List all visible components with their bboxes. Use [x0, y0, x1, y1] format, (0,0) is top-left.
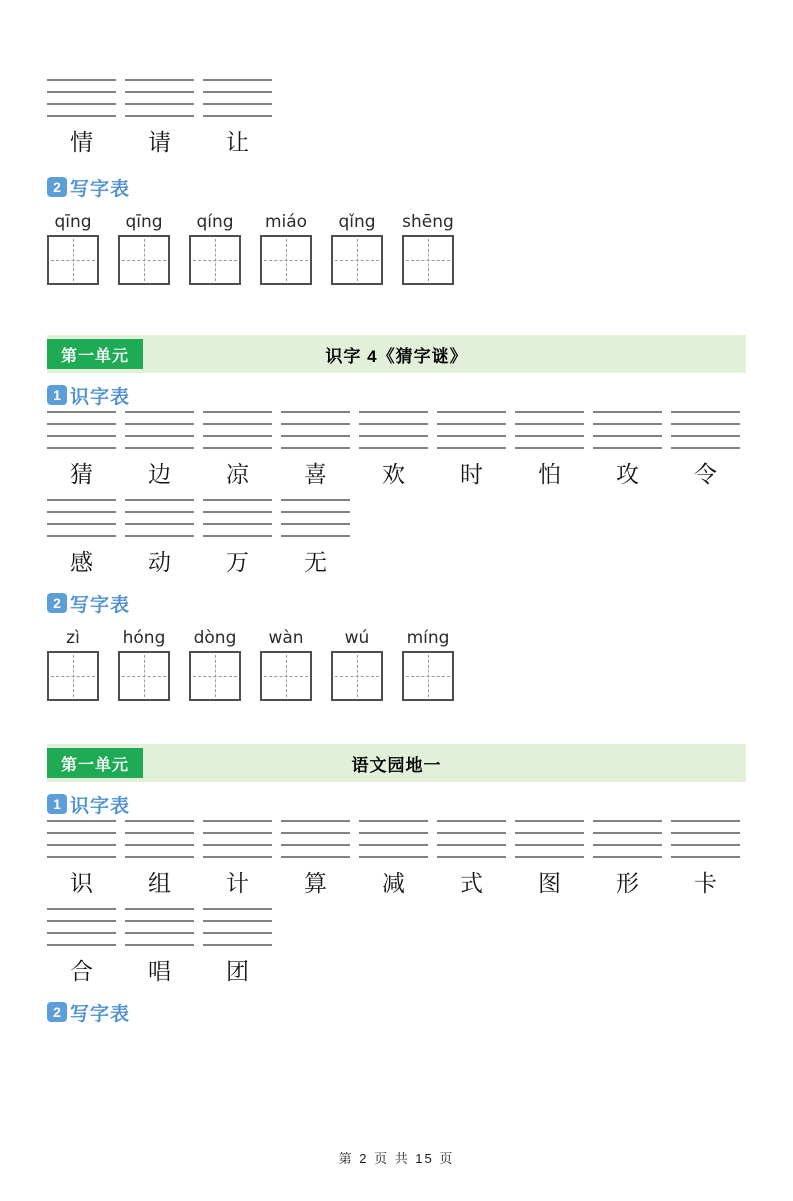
pinyin-label: qīng: [125, 212, 163, 232]
grid-line: [125, 79, 194, 81]
tianzige-vertical-dashed-line: [144, 239, 145, 281]
section-label-text: 识字表: [70, 795, 131, 817]
four-line-grid: [593, 411, 662, 449]
grid-line: [281, 820, 350, 822]
grid-line: [515, 832, 584, 834]
tianzige-box: [118, 235, 170, 285]
grid-line: [281, 844, 350, 846]
lesson-title: 语文园地一: [351, 755, 442, 775]
tianzige-vertical-dashed-line: [428, 655, 429, 697]
grid-line: [203, 535, 272, 537]
character-label: 情: [70, 130, 93, 156]
grid-line: [125, 856, 194, 858]
four-line-grid: [125, 411, 194, 449]
char-practice-row: [47, 820, 746, 902]
grid-line: [203, 920, 272, 922]
char-practice-cell: [281, 820, 350, 902]
section-label-text: 写字表: [70, 178, 131, 200]
character-label: 攻: [616, 462, 639, 488]
grid-line: [47, 411, 116, 413]
character-label: 动: [148, 550, 171, 576]
grid-line: [515, 435, 584, 437]
grid-line: [125, 844, 194, 846]
grid-line: [359, 447, 428, 449]
pinyin-practice-cell: [189, 627, 241, 701]
grid-line: [593, 844, 662, 846]
grid-line: [437, 435, 506, 437]
four-line-grid: [47, 411, 116, 449]
grid-line: [281, 411, 350, 413]
character-label: 卡: [694, 871, 717, 897]
grid-line: [359, 411, 428, 413]
tianzige-box: [189, 235, 241, 285]
grid-line: [437, 423, 506, 425]
grid-line: [671, 832, 740, 834]
tianzige-vertical-dashed-line: [286, 655, 287, 697]
pinyin-label: qǐng: [338, 212, 376, 232]
grid-line: [437, 820, 506, 822]
char-practice-cell: [47, 908, 116, 990]
grid-line: [281, 435, 350, 437]
four-line-grid: [47, 820, 116, 858]
character-label: 让: [226, 130, 249, 156]
four-line-grid: [437, 820, 506, 858]
grid-line: [203, 423, 272, 425]
char-practice-cell: [671, 411, 740, 493]
tianzige-vertical-dashed-line: [144, 655, 145, 697]
grid-line: [593, 435, 662, 437]
character-label: 无: [304, 550, 327, 576]
lesson-title: 识字 4《猜字谜》: [325, 346, 468, 366]
char-practice-cell: [203, 411, 272, 493]
grid-line: [671, 411, 740, 413]
grid-line: [47, 944, 116, 946]
number-badge: 1: [47, 794, 67, 814]
tianzige-box: [260, 651, 312, 701]
grid-line: [515, 423, 584, 425]
character-label: 计: [226, 871, 249, 897]
tianzige-box: [189, 651, 241, 701]
char-practice-cell: [437, 411, 506, 493]
character-label: 形: [616, 871, 639, 897]
grid-line: [671, 423, 740, 425]
recognition-table-label: [47, 792, 746, 816]
grid-line: [593, 411, 662, 413]
pinyin-label: dòng: [193, 628, 237, 648]
grid-line: [203, 511, 272, 513]
grid-line: [125, 832, 194, 834]
char-practice-cell: [671, 820, 740, 902]
four-line-grid: [437, 411, 506, 449]
grid-line: [125, 820, 194, 822]
pinyin-label: zì: [66, 628, 80, 648]
tianzige-vertical-dashed-line: [428, 239, 429, 281]
pinyin-practice-cell: [331, 627, 383, 701]
writing-table-label: [47, 591, 746, 615]
char-practice-row: [47, 79, 746, 161]
char-practice-cell: [125, 499, 194, 581]
pinyin-practice-cell: [331, 211, 383, 285]
grid-line: [125, 920, 194, 922]
pinyin-practice-cell: [47, 627, 99, 701]
character-label: 欢: [382, 462, 405, 488]
tianzige-box: [118, 651, 170, 701]
grid-line: [437, 447, 506, 449]
pinyin-label: qíng: [196, 212, 234, 232]
grid-line: [671, 844, 740, 846]
recognition-table-label: [47, 383, 746, 407]
grid-line: [515, 844, 584, 846]
char-practice-cell: [203, 908, 272, 990]
section-label-text: 写字表: [70, 1003, 131, 1025]
character-label: 请: [148, 130, 171, 156]
four-line-grid: [671, 411, 740, 449]
grid-line: [281, 523, 350, 525]
grid-line: [47, 932, 116, 934]
grid-line: [281, 447, 350, 449]
grid-line: [125, 91, 194, 93]
grid-line: [125, 411, 194, 413]
section-label-text: 写字表: [70, 594, 131, 616]
tianzige-vertical-dashed-line: [357, 239, 358, 281]
tianzige-vertical-dashed-line: [215, 655, 216, 697]
grid-line: [359, 832, 428, 834]
grid-line: [125, 435, 194, 437]
grid-line: [47, 908, 116, 910]
tianzige-box: [47, 651, 99, 701]
pinyin-practice-cell: [260, 627, 312, 701]
four-line-grid: [125, 499, 194, 537]
grid-line: [281, 499, 350, 501]
grid-line: [47, 447, 116, 449]
pinyin-label: shēng: [402, 212, 454, 232]
tianzige-box: [402, 651, 454, 701]
four-line-grid: [47, 79, 116, 117]
grid-line: [515, 447, 584, 449]
grid-line: [671, 447, 740, 449]
character-label: 边: [148, 462, 171, 488]
character-label: 令: [694, 462, 717, 488]
grid-line: [125, 499, 194, 501]
grid-line: [281, 832, 350, 834]
grid-line: [203, 103, 272, 105]
grid-line: [437, 411, 506, 413]
grid-line: [125, 932, 194, 934]
tianzige-box: [331, 235, 383, 285]
grid-line: [593, 832, 662, 834]
char-practice-cell: [125, 908, 194, 990]
grid-line: [125, 511, 194, 513]
grid-line: [47, 435, 116, 437]
pinyin-practice-row: [47, 211, 746, 285]
grid-line: [203, 820, 272, 822]
grid-line: [47, 499, 116, 501]
character-label: 凉: [226, 462, 249, 488]
tianzige-box: [402, 235, 454, 285]
grid-line: [47, 79, 116, 81]
character-label: 团: [226, 959, 249, 985]
tianzige-vertical-dashed-line: [73, 655, 74, 697]
grid-line: [671, 435, 740, 437]
character-label: 组: [148, 871, 171, 897]
four-line-grid: [593, 820, 662, 858]
four-line-grid: [203, 908, 272, 946]
grid-line: [47, 856, 116, 858]
number-badge: 2: [47, 593, 67, 613]
grid-line: [47, 523, 116, 525]
four-line-grid: [203, 499, 272, 537]
char-practice-cell: [437, 820, 506, 902]
grid-line: [125, 908, 194, 910]
pinyin-practice-cell: [402, 211, 454, 285]
writing-table-label: [47, 1000, 746, 1024]
char-practice-cell: [203, 820, 272, 902]
tianzige-box: [47, 235, 99, 285]
grid-line: [47, 820, 116, 822]
grid-line: [203, 944, 272, 946]
number-badge: 1: [47, 385, 67, 405]
four-line-grid: [515, 411, 584, 449]
grid-line: [203, 499, 272, 501]
grid-line: [47, 535, 116, 537]
pinyin-label: wú: [344, 628, 370, 648]
grid-line: [47, 920, 116, 922]
char-practice-cell: [47, 79, 116, 161]
grid-line: [671, 820, 740, 822]
grid-line: [203, 856, 272, 858]
grid-line: [203, 79, 272, 81]
char-practice-cell: [125, 820, 194, 902]
pinyin-label: míng: [406, 628, 450, 648]
character-label: 猜: [70, 462, 93, 488]
tianzige-box: [331, 651, 383, 701]
four-line-grid: [125, 908, 194, 946]
grid-line: [593, 423, 662, 425]
writing-table-label: [47, 175, 746, 199]
unit-badge: 第一单元: [47, 748, 143, 778]
grid-line: [359, 820, 428, 822]
grid-line: [47, 423, 116, 425]
character-label: 唱: [148, 959, 171, 985]
grid-line: [125, 103, 194, 105]
grid-line: [125, 535, 194, 537]
grid-line: [593, 447, 662, 449]
tianzige-box: [260, 235, 312, 285]
char-practice-cell: [203, 499, 272, 581]
tianzige-vertical-dashed-line: [286, 239, 287, 281]
grid-line: [515, 411, 584, 413]
grid-line: [281, 535, 350, 537]
char-practice-cell: [281, 499, 350, 581]
tianzige-vertical-dashed-line: [215, 239, 216, 281]
grid-line: [281, 856, 350, 858]
four-line-grid: [671, 820, 740, 858]
grid-line: [593, 856, 662, 858]
grid-line: [203, 523, 272, 525]
grid-line: [203, 435, 272, 437]
char-practice-row: [47, 411, 746, 493]
character-label: 减: [382, 871, 405, 897]
character-label: 万: [226, 550, 249, 576]
pinyin-practice-cell: [47, 211, 99, 285]
grid-line: [203, 932, 272, 934]
grid-line: [203, 844, 272, 846]
pinyin-label: hóng: [122, 628, 166, 648]
character-label: 时: [460, 462, 483, 488]
char-practice-cell: [515, 820, 584, 902]
tianzige-vertical-dashed-line: [73, 239, 74, 281]
char-practice-cell: [359, 820, 428, 902]
worksheet-page: [0, 79, 793, 1024]
character-label: 感: [70, 550, 93, 576]
grid-line: [203, 115, 272, 117]
char-practice-cell: [359, 411, 428, 493]
grid-line: [125, 523, 194, 525]
grid-line: [47, 844, 116, 846]
four-line-grid: [47, 499, 116, 537]
character-label: 式: [460, 871, 483, 897]
grid-line: [47, 832, 116, 834]
four-line-grid: [125, 820, 194, 858]
section-label-text: 识字表: [70, 386, 131, 408]
four-line-grid: [281, 499, 350, 537]
grid-line: [125, 447, 194, 449]
grid-line: [437, 856, 506, 858]
grid-line: [281, 511, 350, 513]
grid-line: [203, 411, 272, 413]
pinyin-label: miáo: [264, 212, 308, 232]
char-practice-cell: [203, 79, 272, 161]
grid-line: [593, 820, 662, 822]
char-practice-row: [47, 908, 746, 990]
grid-line: [515, 856, 584, 858]
char-practice-cell: [281, 411, 350, 493]
tianzige-vertical-dashed-line: [357, 655, 358, 697]
pinyin-label: qīng: [54, 212, 92, 232]
character-label: 识: [70, 871, 93, 897]
grid-line: [125, 115, 194, 117]
char-practice-row: [47, 499, 746, 581]
unit-banner: [47, 744, 746, 782]
grid-line: [437, 832, 506, 834]
number-badge: 2: [47, 177, 67, 197]
pinyin-practice-cell: [260, 211, 312, 285]
grid-line: [359, 844, 428, 846]
grid-line: [359, 423, 428, 425]
page-number-footer: 第 2 页 共 15 页: [338, 1151, 455, 1166]
grid-line: [437, 844, 506, 846]
grid-line: [203, 91, 272, 93]
number-badge: 2: [47, 1002, 67, 1022]
char-practice-cell: [593, 411, 662, 493]
grid-line: [203, 832, 272, 834]
four-line-grid: [515, 820, 584, 858]
four-line-grid: [281, 820, 350, 858]
grid-line: [515, 820, 584, 822]
grid-line: [203, 908, 272, 910]
unit-banner: [47, 335, 746, 373]
grid-line: [47, 103, 116, 105]
character-label: 喜: [304, 462, 327, 488]
pinyin-practice-cell: [402, 627, 454, 701]
char-practice-cell: [515, 411, 584, 493]
pinyin-practice-row: [47, 627, 746, 701]
grid-line: [671, 856, 740, 858]
character-label: 怕: [538, 462, 561, 488]
character-label: 图: [538, 871, 561, 897]
pinyin-practice-cell: [118, 627, 170, 701]
grid-line: [359, 856, 428, 858]
pinyin-practice-cell: [118, 211, 170, 285]
grid-line: [47, 511, 116, 513]
four-line-grid: [203, 820, 272, 858]
grid-line: [125, 423, 194, 425]
grid-line: [203, 447, 272, 449]
character-label: 合: [70, 959, 93, 985]
unit-badge: 第一单元: [47, 339, 143, 369]
grid-line: [359, 435, 428, 437]
four-line-grid: [203, 79, 272, 117]
char-practice-cell: [47, 820, 116, 902]
pinyin-label: wàn: [268, 628, 304, 648]
pinyin-practice-cell: [189, 211, 241, 285]
char-practice-cell: [47, 499, 116, 581]
char-practice-cell: [125, 79, 194, 161]
four-line-grid: [203, 411, 272, 449]
character-label: 算: [304, 871, 327, 897]
char-practice-cell: [593, 820, 662, 902]
char-practice-cell: [125, 411, 194, 493]
four-line-grid: [281, 411, 350, 449]
grid-line: [125, 944, 194, 946]
four-line-grid: [359, 411, 428, 449]
char-practice-cell: [47, 411, 116, 493]
four-line-grid: [47, 908, 116, 946]
four-line-grid: [359, 820, 428, 858]
grid-line: [47, 115, 116, 117]
grid-line: [281, 423, 350, 425]
grid-line: [47, 91, 116, 93]
four-line-grid: [125, 79, 194, 117]
